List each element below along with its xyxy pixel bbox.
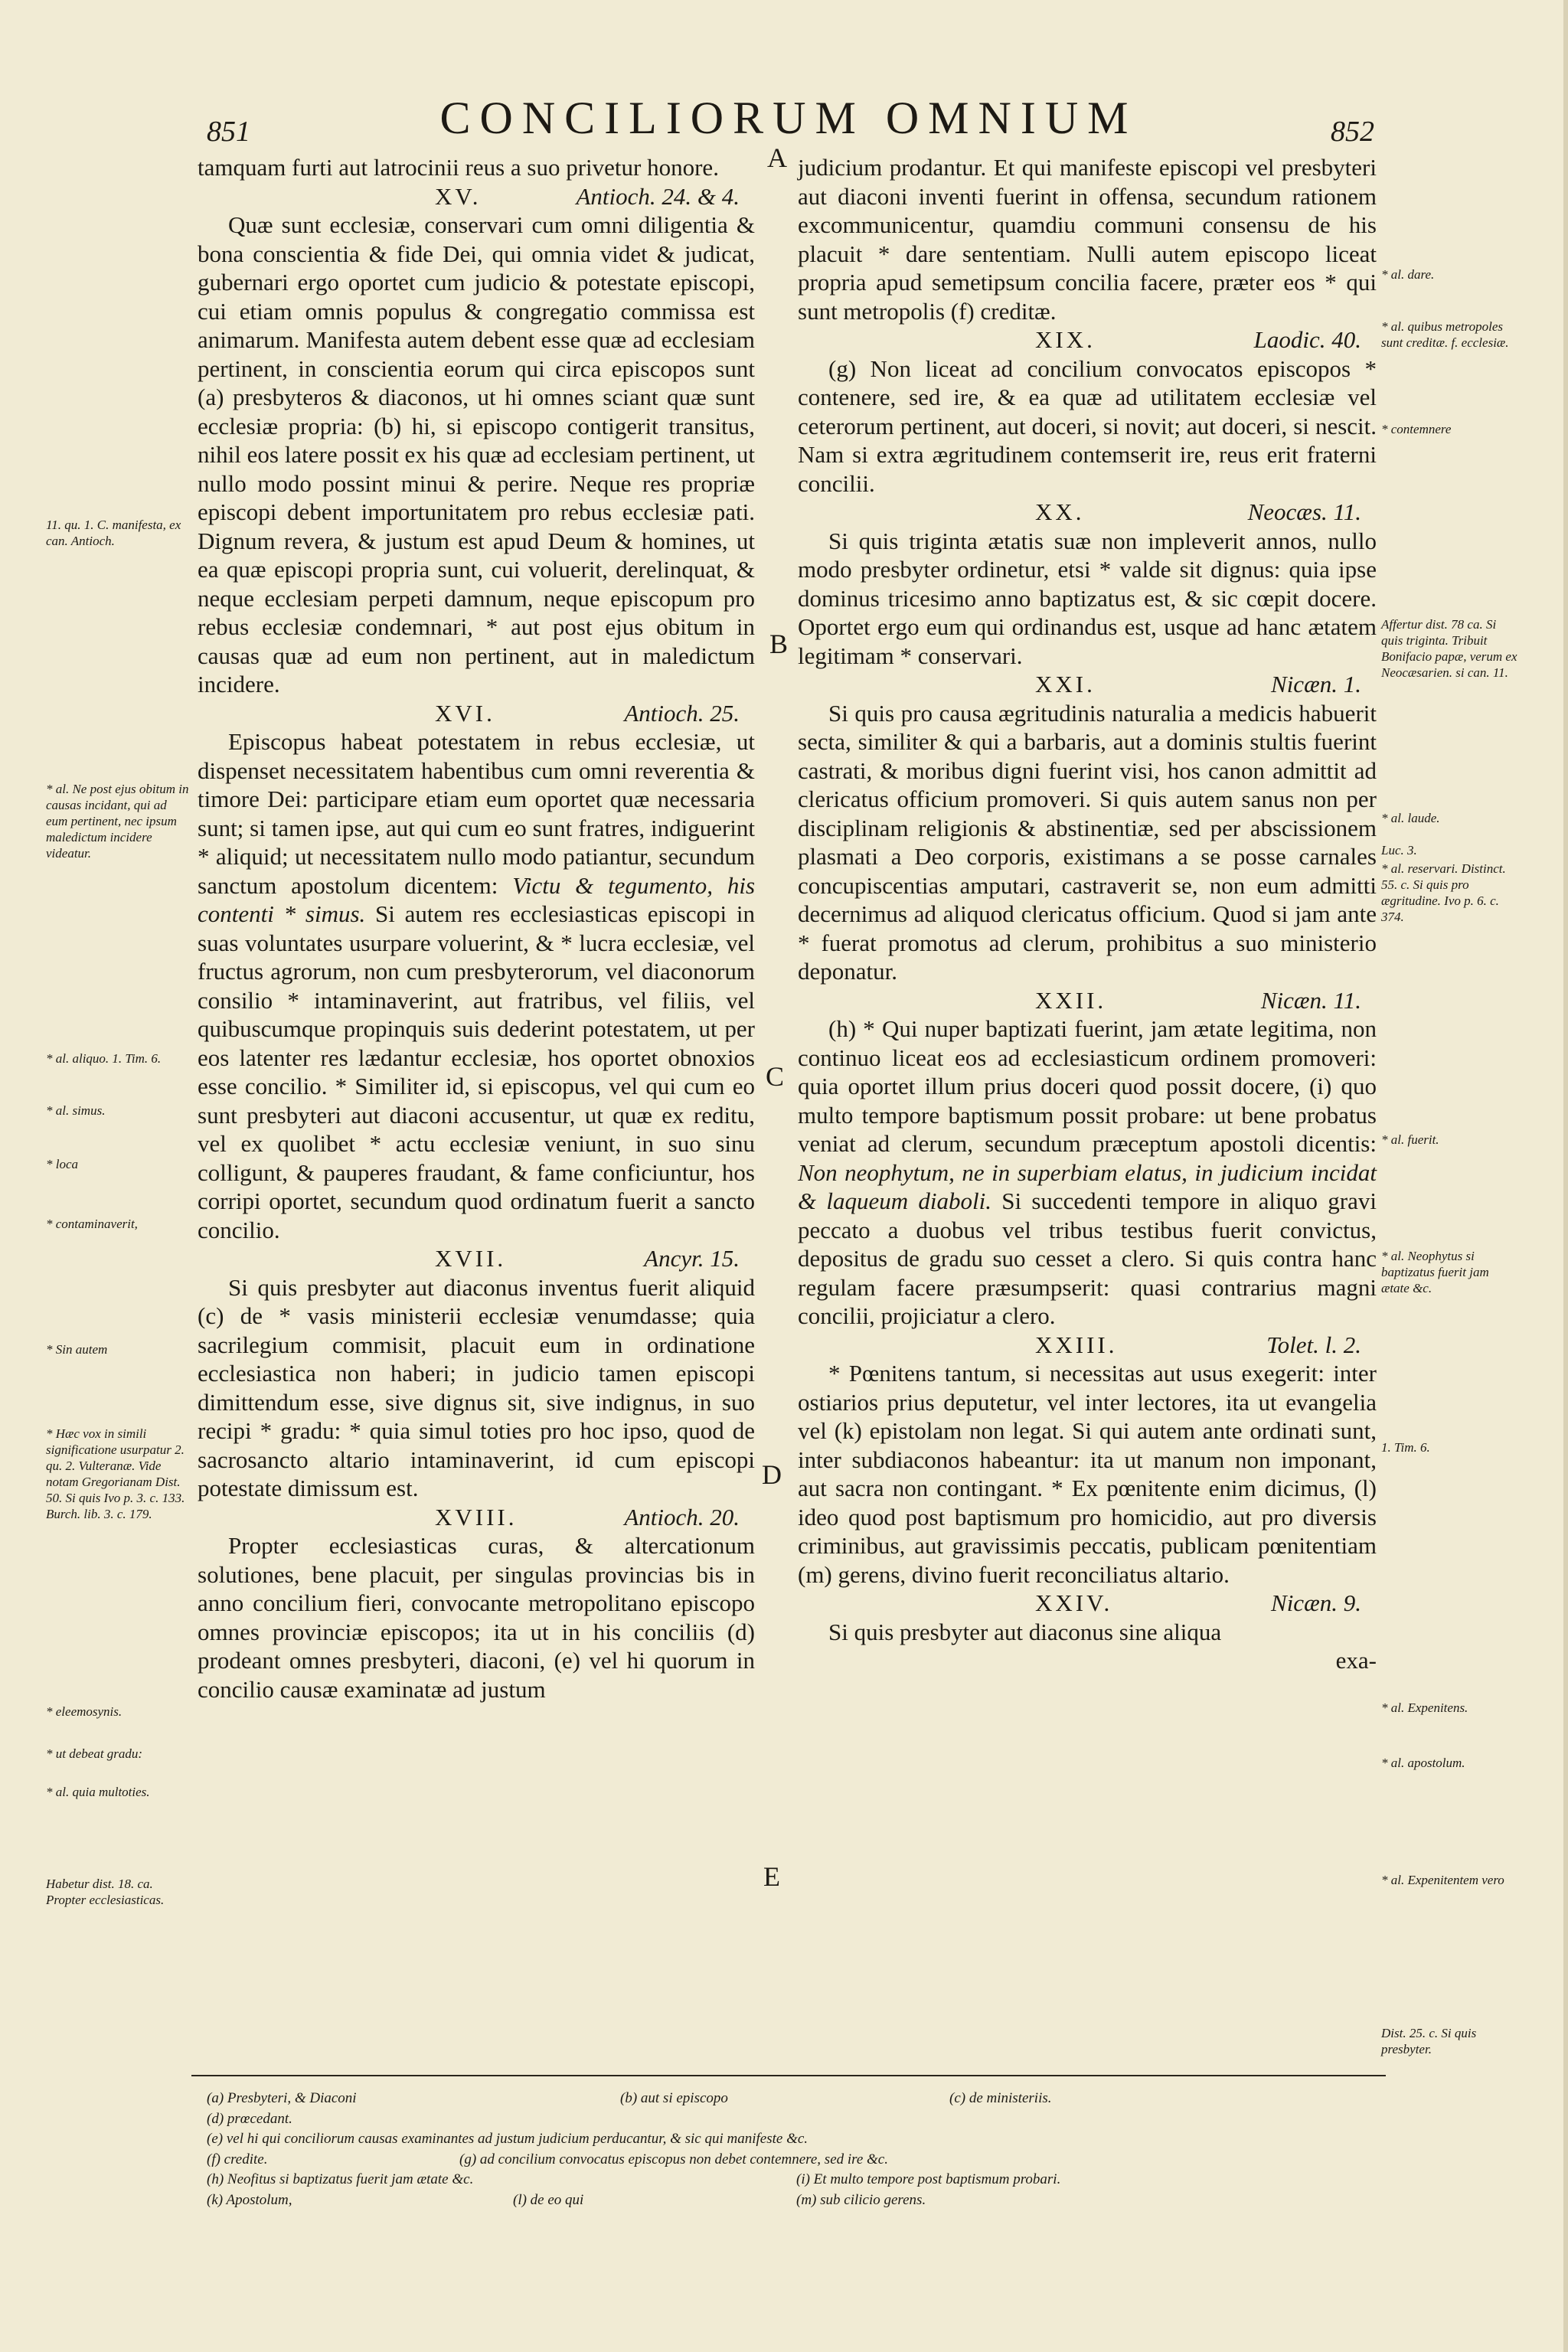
- left-column: [198, 153, 755, 1704]
- canon-source: Nicæn. 9.: [1271, 1589, 1361, 1616]
- margin-note: * al. Expenitens.: [1381, 1700, 1468, 1715]
- footnote: (l) de eo qui: [513, 2191, 584, 2208]
- margin-note: * al. laude.: [1381, 811, 1440, 825]
- footnote-row: [207, 2170, 1386, 2190]
- canon-source: Antioch. 25.: [624, 699, 740, 727]
- margin-note: Dist. 25. c. Si quis presbyter.: [1381, 2026, 1477, 2056]
- paragraph: * Pœnitens tantum, si necessitas aut usus exegerit: inter ostiarios prius deputetur, vel inter lectores, ita ut evangelia vel (k) epistolam non legat. Si qui autem ante ordinati sunt, inter subdiaconos habeantur: ita ut manum non imponant, aut sacra non contingant. * Ex pœnitente enim dicimus, (l) ideo quod post baptismum pro homicidio, aut pro diversis criminibus, aut gravissimis peccatis, publicam pœnitentiam (m) gerens, divino fuerit reconciliatus altario.: [798, 1360, 1377, 1588]
- margin-note: * al. aliquo. 1. Tim. 6.: [46, 1051, 162, 1066]
- footnote-row: [207, 2089, 1386, 2109]
- catchword: exa-: [1335, 1647, 1377, 1674]
- text-run: Si autem res ecclesiasticas episcopi in suas voluntates usurpare voluerint, & * lucra ecclesiæ, vel fructus agrorum, non cum presbyterorum, vel diaconorum consilio * intaminaverint, aut fratribus, vel filiis, vel quibuscumque propinquis suis dederint potestatem, ut per eos latenter res lædantur ecclesiæ, hos oportet obnoxios esse concilio. * Similiter id, si episcopus, vel qui cum eo sunt presbyteri aut diaconi accusentur, ut quæ ex reditu, vel ex quolibet * actu ecclesiæ veniunt, in suo sinu colligunt, & pauperes fraudant, & fame conficiuntur, hos corripi oportet, secundum quod ordinatum fuerit a sancto concilio.: [198, 900, 755, 1243]
- page-edge: [1563, 0, 1568, 2352]
- margin-note: * al. fuerit.: [1381, 1132, 1439, 1147]
- scripture-quote: Non neophytum, ne in superbiam elatus, in judicium incidat & laqueum diaboli.: [798, 1158, 1377, 1214]
- footnote: (h) Neofitus si baptizatus fuerit jam ætate &c.: [207, 2171, 474, 2187]
- canon-number: XXIII.: [1035, 1331, 1118, 1358]
- canon-number: XV.: [435, 182, 482, 210]
- text-run: Si succedenti tempore in aliquo gravi peccato a duobus vel tribus testibus fuerit convictus, depositus de gradu suo cesset a clero. Si quis contra hanc regulam facere præsumpserit: quasi contrarius magni concilii, projiciatur a clero.: [798, 1187, 1377, 1329]
- paragraph: Si quis triginta ætatis suæ non impleverit annos, nullo modo presbyter ordinetur, etsi * valde sit dignus: quia ipse dominus tricesimo anno baptizatus est, & sic cœpit docere. Oportet ergo eum qui ordinandus est, usque ad hanc ætatem legitimam * conservari.: [798, 527, 1377, 669]
- margin-note: 1. Tim. 6.: [1381, 1440, 1430, 1455]
- canon-number: XVIII.: [435, 1503, 518, 1530]
- canon-heading: [798, 498, 1377, 527]
- canon-heading: [198, 1244, 755, 1273]
- canon-heading: [798, 1331, 1377, 1360]
- footnote-row: [207, 2150, 1386, 2171]
- footnote: (g) ad concilium convocatus episcopus non debet contemnere, sed ire &c.: [459, 2151, 888, 2167]
- footnote-row: [207, 2109, 1386, 2130]
- section-letter: A: [767, 142, 787, 173]
- margin-note: * contemnere: [1381, 422, 1452, 436]
- footnote: (i) Et multo tempore post baptismum probari.: [796, 2171, 1061, 2187]
- scripture-quote: Victu & tegumento, his contenti * simus.: [198, 871, 756, 927]
- canon-source: Laodic. 40.: [1253, 326, 1361, 353]
- margin-note: * al. dare.: [1381, 267, 1435, 282]
- footnote: (a) Presbyteri, & Diaconi: [207, 2090, 357, 2106]
- margin-note: 11. qu. 1. C. manifesta, ex can. Antioch.: [46, 518, 181, 548]
- margin-note: * Sin autem: [46, 1342, 108, 1357]
- footnote-rule: [191, 2075, 1386, 2076]
- page-title: CONCILIORUM OMNIUM: [439, 93, 1138, 143]
- margin-note: * al. Neophytus si baptizatus fuerit jam ætate &c.: [1381, 1249, 1489, 1295]
- canon-source: Antioch. 24. & 4.: [576, 182, 740, 210]
- text-run: Episcopus habeat potestatem in rebus ecclesiæ, ut dispenset necessitatem habentibus cum omni reverentia & timore Dei: participare etiam eum oportet quæ necessaria sunt; si tamen ipse, aut qui cum eo sunt fratres, indiguerint * aliquid; ut necessitatem nullo modo patiantur, secundum sanctum apostolum dicentem:: [198, 728, 755, 899]
- canon-source: Antioch. 20.: [624, 1503, 740, 1530]
- page-number-left: 851: [207, 116, 250, 148]
- footnote: (e) vel hi qui conciliorum causas examinantes ad justum judicium perducantur, & sic qui manifeste &c.: [207, 2131, 808, 2147]
- footnote: (b) aut si episcopo: [620, 2090, 728, 2106]
- footnote: (d) prœcedant.: [207, 2110, 292, 2127]
- footnote: (f) credite.: [207, 2151, 268, 2167]
- canon-heading: [198, 182, 755, 211]
- paragraph: Si quis pro causa ægritudinis naturalia a medicis habuerit secta, similiter & qui a barbaris, aut a dominis stultis fuerint castrati, & moribus digni fuerint visi, hos canon admittit ad clericatus officium promoveri. Si quis autem sanus non per disciplinam religionis & abstinentiæ, sed per abscissionem plasmati a Deo corporis, existimans a se posse carnales concupiscentias amputari, castraverit se, non eum admitti decernimus ad aliquod clericatus officium. Quod si jam ante * fuerat promotus ad clerum, prohibitus a suo ministerio deponatur.: [798, 699, 1377, 985]
- section-letter: D: [762, 1459, 782, 1490]
- margin-note: * al. reservari. Distinct. 55. c. Si quis pro ægritudine. Ivo p. 6. c. 374.: [1381, 861, 1506, 924]
- canon-number: XVI.: [435, 699, 495, 727]
- footnotes: [207, 2089, 1386, 2210]
- margin-note: * eleemosynis.: [46, 1704, 122, 1719]
- right-column: [798, 153, 1377, 1675]
- canon-source: Nicæn. 1.: [1271, 671, 1361, 697]
- canon-number: XIX.: [1035, 326, 1096, 353]
- footnote: (c) de ministeriis.: [949, 2090, 1052, 2106]
- paragraph: Si quis presbyter aut diaconus inventus fuerit aliquid (c) de * vasis ministerii ecclesiæ venumdasse; quia sacrilegium commisit, placuit eum in ordinatione ecclesiastica non haberi; in judicio tamen episcopi dimittendum esse, sive dignus sit, sive indignus, in suo recipi * gradu: * quia simul toties pro hoc ipso, quod de sacrosancto altario intaminaverint, id cum episcopi potestate dimissum est.: [198, 1273, 755, 1501]
- margin-note: * al. Ne post ejus obitum in causas incidant, qui ad eum pertinent, nec ipsum maledictum incidere videatur.: [46, 782, 189, 861]
- margin-note: * ut debeat gradu:: [46, 1746, 143, 1761]
- margin-note: * loca: [46, 1157, 79, 1171]
- footnote-row: [207, 2190, 1386, 2211]
- canon-number: XXIV.: [1035, 1589, 1113, 1616]
- canon-source: Nicæn. 11.: [1260, 986, 1361, 1014]
- paragraph: Quæ sunt ecclesiæ, conservari cum omni diligentia & bona conscientia & fide Dei, qui omnia videt & judicat, gubernari ergo oportet cum judicio & potestate episcopi, cui etiam omnis populus & congregatio commissa est animarum. Manifesta autem debent esse quæ ad ecclesiam pertinent, in conscientia eorum qui circa episcopos sunt (a) presbyteros & diaconos, ut hi omnes sciant quæ sunt ecclesiæ propria: (b) hi, si episcopo contigerit transitus, nihil eos latere possit ex his quæ ad ecclesiam pertinent, ut nullo modo possint minui & perire. Neque res propriæ episcopi debent importunitatem pro rebus ecclesiæ pati. Dignum revera, & justum est apud Deum & homines, ut ea quæ episcopi propria sunt, cui voluerit, derelinquat, & neque ecclesiam perpeti damnum, neque episcopum pro rebus ecclesiæ condemnari, * aut post ejus obitum in causas quæ ad eum non pertinent, aut in maledictum incidere.: [198, 211, 755, 697]
- section-letter: C: [766, 1061, 785, 1092]
- canon-heading: [798, 986, 1377, 1015]
- canon-heading: [798, 325, 1377, 354]
- paragraph: Propter ecclesiasticas curas, & altercationum solutiones, bene placuit, per singulas provincias bis in anno concilium fieri, convocante metropolitano episcopo omnes provinciæ episcopos; ita ut in his conciliis (d) prodeant omnes presbyteri, diaconi, (e) vel hi quorum in concilio causæ examinatæ ad justum: [198, 1532, 755, 1703]
- text-run: (h) * Qui nuper baptizati fuerint, jam ætate legitima, non continuo liceat eos ad ecclesiasticum ordinem promoveri: quia oportet illum prius doceri quod possit docere, (i) quo multo tempore baptismum possit probare: ut bene probatus veniat ad clerum, secundum præceptum apostoli dicentis:: [798, 1015, 1377, 1157]
- margin-note: * al. simus.: [46, 1103, 106, 1118]
- margin-note: Luc. 3.: [1381, 843, 1417, 858]
- margin-note: Affertur dist. 78 ca. Si quis triginta. Tribuit Bonifacio papæ, verum ex Neocæsarien. si can. 11.: [1381, 617, 1517, 680]
- paragraph: (g) Non liceat ad concilium convocatos episcopos * contenere, sed ire, & ea quæ ad utilitatem ecclesiæ vel ceterorum pertinent, aut doceri, si novit; aut doceri, si nescit. Nam si extra ægritudinem contemserit ire, reus erit fraterni concilii.: [798, 354, 1377, 497]
- margin-note: Habetur dist. 18. ca. Propter ecclesiasticas.: [46, 1877, 165, 1907]
- canon-source: Neocæs. 11.: [1247, 498, 1361, 525]
- footnote: (m) sub cilicio gerens.: [796, 2191, 926, 2208]
- canon-number: XVII.: [435, 1245, 507, 1272]
- canon-heading: [198, 699, 755, 728]
- page-number-right: 852: [1331, 116, 1374, 148]
- canon-heading: [198, 1503, 755, 1532]
- footnote-row: [207, 2129, 1386, 2150]
- margin-note: * al. quia multoties.: [46, 1785, 150, 1799]
- margin-note: * contaminaverit,: [46, 1217, 138, 1231]
- paragraph: [798, 1014, 1377, 1331]
- paragraph: judicium prodantur. Et qui manifeste episcopi vel presbyteri aut diaconi inventi fuerint in offensa, secundum rationem excommunicentur, quamdiu communi consensu de his placuit * dare sententiam. Nulli autem episcopo liceat propria apud semetipsum concilia facere, præter eos * qui sunt metropolis (f) creditæ.: [798, 154, 1377, 325]
- paragraph: tamquam furti aut latrocinii reus a suo privetur honore.: [198, 154, 719, 181]
- canon-source: Ancyr. 15.: [644, 1245, 740, 1272]
- margin-note: * al. Expenitentem vero: [1381, 1873, 1504, 1887]
- paragraph: [198, 727, 755, 1244]
- margin-note: * Hæc vox in simili significatione usurpatur 2. qu. 2. Vulteranæ. Vide notam Gregorianam Dist. 50. Si quis Ivo p. 3. c. 133. Burch. lib. 3. c. 179.: [46, 1426, 185, 1521]
- section-letter: E: [763, 1861, 780, 1892]
- canon-number: XXI.: [1035, 671, 1096, 697]
- canon-source: Tolet. l. 2.: [1266, 1331, 1361, 1358]
- canon-heading: [798, 670, 1377, 699]
- margin-note: * al. apostolum.: [1381, 1756, 1465, 1770]
- section-letter: B: [769, 629, 789, 659]
- margin-note: * al. quibus metropoles sunt creditæ. f. ecclesiæ.: [1381, 319, 1509, 350]
- canon-heading: [798, 1589, 1377, 1618]
- paragraph: Si quis presbyter aut diaconus sine aliqua: [828, 1618, 1222, 1645]
- footnote: (k) Apostolum,: [207, 2191, 292, 2208]
- canon-number: XXII.: [1035, 986, 1107, 1014]
- canon-number: XX.: [1035, 498, 1085, 525]
